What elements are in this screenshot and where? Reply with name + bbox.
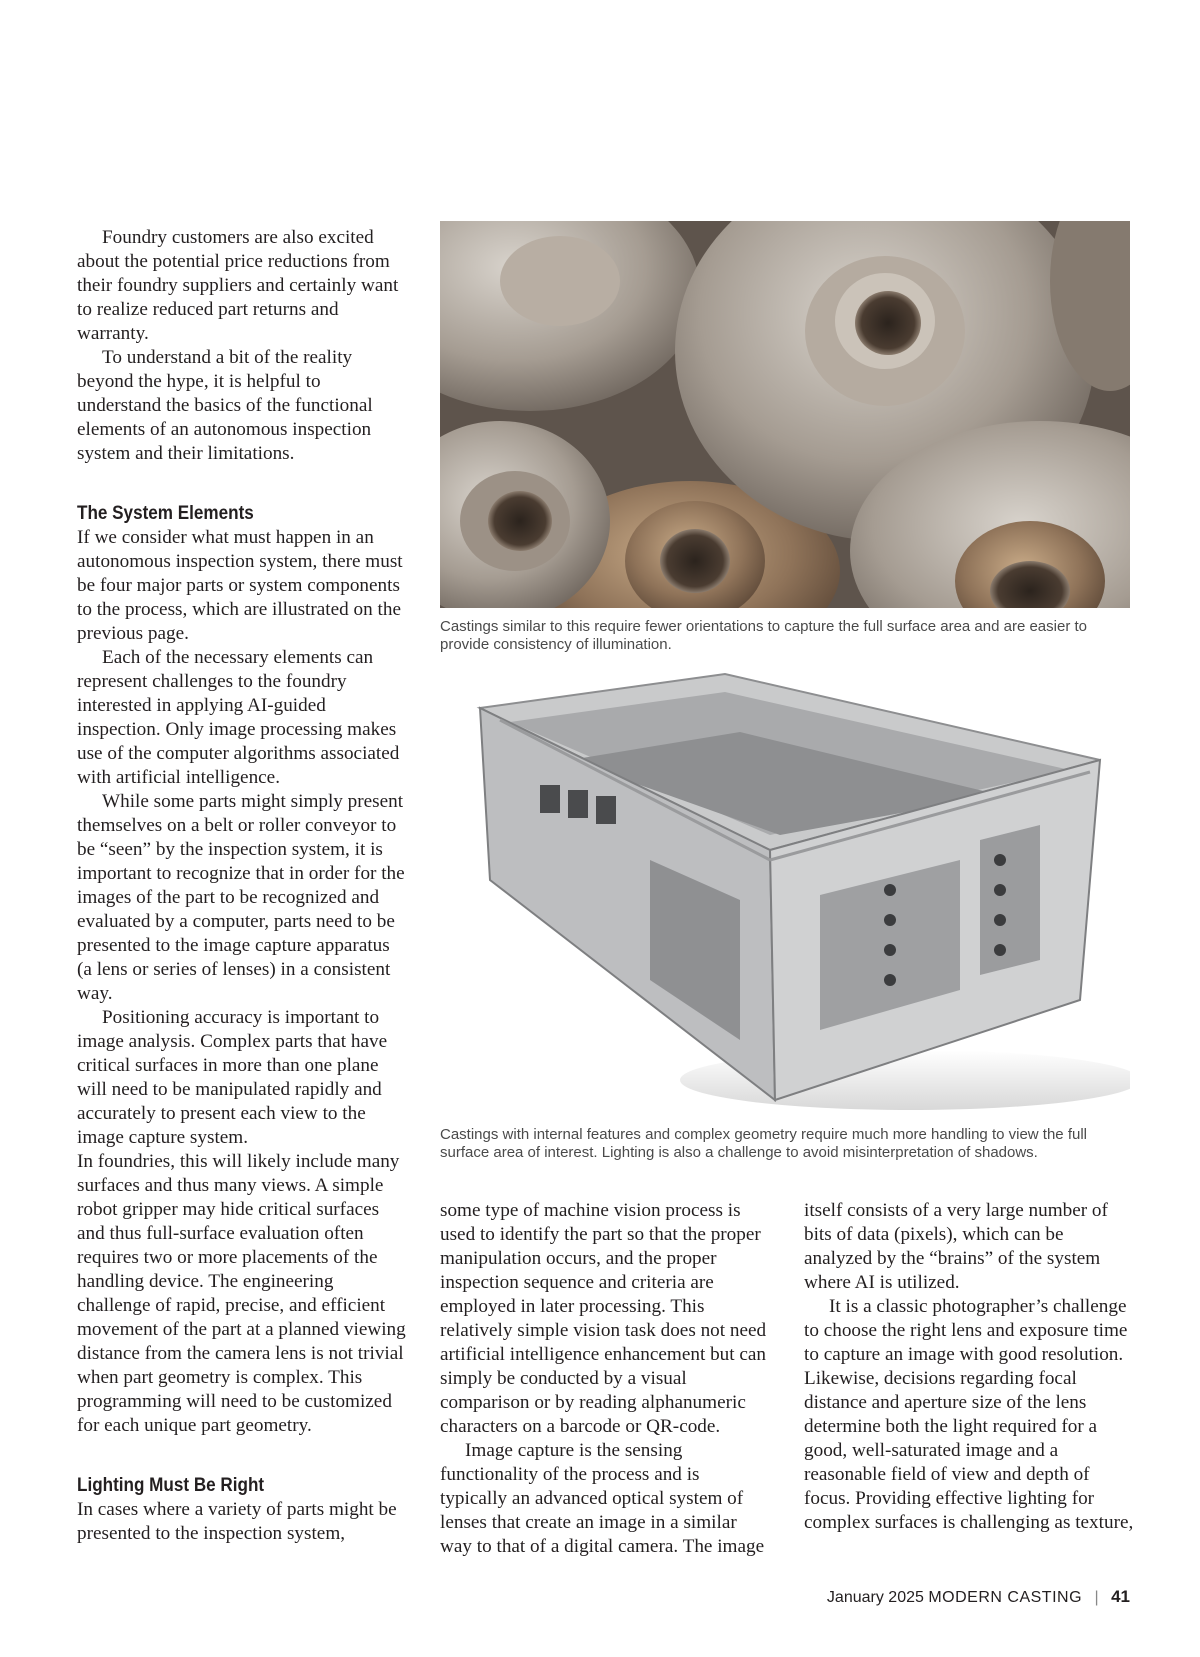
section-heading-lighting: Lighting Must Be Right xyxy=(77,1475,265,1496)
body-paragraph: Each of the necessary elements can represent challenges to the foundry interested in applying AI-guided inspection. Only image processing makes use of the computer algorithms associated with artificial intelligence. xyxy=(77,647,400,788)
box-casting-photo xyxy=(440,660,1130,1122)
body-paragraph: Image capture is the sensing functionality of the process and is typically an advanced optical system of lenses that create an image in a similar way to that of a digital camera. The image xyxy=(440,1440,765,1557)
photo-caption-1: Castings similar to this require fewer orientations to capture the full surface area and are easier to provide consistency of illumination. xyxy=(440,618,1087,653)
body-paragraph: In foundries, this will likely include many surfaces and thus many views. A simple robot gripper may hide critical surfaces and thus full-surface evaluation often requires two or more placements of the handling device. The engineering challenge of rapid, precise, and efficient movement of the part at a planned viewing distance from the camera lens is not trivial when part geometry is complex. This programming will need to be customized for each unique part geometry. xyxy=(77,1151,406,1436)
body-paragraph: It is a classic photographer’s challenge to choose the right lens and exposure time to capture an image with good resolution. Likewise, decisions regarding focal distance and aperture size of the lens determine both the light required for a good, well-saturated image and a reasonable field of view and depth of focus. Providing effective lighting for complex surfaces is challenging as texture, xyxy=(804,1296,1134,1533)
body-paragraph: While some parts might simply present themselves on a belt or roller conveyor to be “seen” by the inspection system, it is important to recognize that in order for the images of the part to be recognized and evaluated by a computer, parts need to be presented to the image capture apparatus (a lens or series of lenses) in a consistent way. xyxy=(77,791,405,1004)
issue-date: January 2025 xyxy=(826,1589,924,1606)
page-number: 41 xyxy=(1111,1587,1130,1606)
body-paragraph: Foundry customers are also excited about the potential price reductions from their foundry suppliers and certainly want to realize reduced part returns and warranty. xyxy=(77,227,399,344)
castings-pile-image xyxy=(440,221,1130,608)
body-paragraph: In cases where a variety of parts might be presented to the inspection system, xyxy=(77,1499,397,1544)
article-column-3 xyxy=(804,1199,1134,1535)
castings-pile-photo xyxy=(440,221,1130,608)
box-casting-image xyxy=(440,660,1130,1122)
body-paragraph: If we consider what must happen in an autonomous inspection system, there must be four major parts or system components to the process, which are illustrated on the previous page. xyxy=(77,527,403,644)
magazine-name: MODERN CASTING xyxy=(928,1589,1083,1606)
body-paragraph: Positioning accuracy is important to image analysis. Complex parts that have critical surfaces in more than one plane will need to be manipulated rapidly and accurately to present each view to the image capture system. xyxy=(77,1007,388,1148)
photo-caption-2: Castings with internal features and complex geometry require much more handling to view the full surface area of interest. Lighting is also a challenge to avoid misinterpretation of shadows. xyxy=(440,1126,1087,1161)
footer-separator: | xyxy=(1094,1589,1099,1606)
page-footer xyxy=(827,1587,1130,1607)
article-column-1 xyxy=(77,226,407,1546)
section-heading-system-elements: The System Elements xyxy=(77,503,254,524)
article-column-2 xyxy=(440,1199,770,1559)
body-paragraph: some type of machine vision process is used to identify the part so that the proper manipulation occurs, and the proper inspection sequence and criteria are employed in later processing. This relatively simple vision task does not need artificial intelligence enhancement but can simply be conducted by a visual comparison or by reading alphanumeric characters on a barcode or QR-code. xyxy=(440,1200,767,1437)
body-paragraph: itself consists of a very large number of bits of data (pixels), which can be analyzed by the “brains” of the system where AI is utilized. xyxy=(804,1200,1108,1293)
body-paragraph: To understand a bit of the reality beyond the hype, it is helpful to understand the basics of the functional elements of an autonomous inspection system and their limitations. xyxy=(77,347,373,464)
